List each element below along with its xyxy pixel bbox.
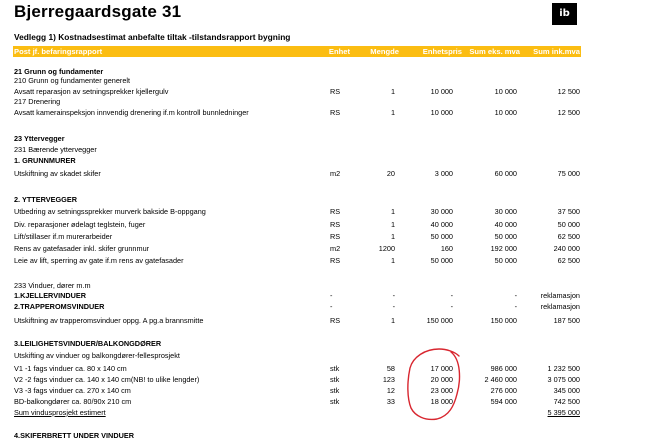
row-sum-inc-vat: reklamasjon xyxy=(540,291,580,300)
row-description: 4.SKIFERBRETT UNDER VINDUER xyxy=(14,431,135,440)
header-unit-price: Enhetspris xyxy=(422,47,462,56)
table-row xyxy=(13,316,581,325)
table-row xyxy=(13,386,581,395)
table-row xyxy=(13,207,581,216)
header-sum-inc-vat: Sum ink.mva xyxy=(533,47,580,56)
row-description: Utbedring av setningssprekker murverk bakside B-oppgang xyxy=(14,207,206,216)
row-description: 1.KJELLERVINDUER xyxy=(14,291,87,300)
page-title: Bjerregaardsgate 31 xyxy=(14,2,182,21)
handwritten-circle-annotation xyxy=(405,346,465,422)
row-unit-price: 18 000 xyxy=(430,397,453,406)
row-sum-inc-vat: 62 500 xyxy=(557,232,580,241)
row-unit: RS xyxy=(330,87,341,96)
subsection-heading xyxy=(13,97,581,106)
row-quantity: - xyxy=(392,302,395,311)
group-heading xyxy=(13,431,581,440)
table-row xyxy=(13,108,581,117)
row-unit-price: 150 000 xyxy=(426,316,453,325)
row-sum-ex-vat: - xyxy=(514,302,517,311)
row-sum-ex-vat: 10 000 xyxy=(494,108,517,117)
subsection-heading xyxy=(13,76,581,85)
row-quantity: 12 xyxy=(386,386,395,395)
row-sum-inc-vat: 187 500 xyxy=(553,316,580,325)
header-unit: Enhet xyxy=(328,47,350,56)
table-row xyxy=(13,397,581,406)
row-description: 23 Yttervegger xyxy=(14,134,65,143)
row-description: BD-balkongdører ca. 80/90x 210 cm xyxy=(14,397,132,406)
row-unit-price: - xyxy=(450,291,453,300)
circle-stroke xyxy=(408,349,460,419)
row-unit: stk xyxy=(330,364,340,373)
row-description: Rens av gatefasader inkl. skifer grunnmur xyxy=(14,244,150,253)
document-subtitle: Vedlegg 1) Kostnadsestimat anbefalte tiltak -tilstandsrapport bygning xyxy=(14,32,291,42)
group-heading xyxy=(13,156,581,165)
row-description: V2 -2 fags vinduer ca. 140 x 140 cm(NB! to ulike lengder) xyxy=(14,375,200,384)
row-unit-price: 10 000 xyxy=(430,108,453,117)
row-description: 210 Grunn og fundamenter generelt xyxy=(14,76,131,85)
header-quantity: Mengde xyxy=(370,47,399,56)
row-unit-price: 50 000 xyxy=(430,232,453,241)
row-sum-ex-vat: 50 000 xyxy=(494,256,517,265)
row-description: 217 Drenering xyxy=(14,97,61,106)
table-row xyxy=(13,244,581,253)
subsection-heading xyxy=(13,281,581,290)
row-unit-price: 20 000 xyxy=(430,375,453,384)
row-quantity: 1 xyxy=(390,316,395,325)
row-description: Leie av lift, sperring av gate if.m rens av gatefasader xyxy=(14,256,184,265)
row-unit-price: 160 xyxy=(440,244,453,253)
row-unit: - xyxy=(330,291,333,300)
row-unit-price: 3 000 xyxy=(434,169,453,178)
row-sum-inc-vat: 37 500 xyxy=(557,207,580,216)
table-row xyxy=(13,169,581,178)
row-sum-inc-vat: 62 500 xyxy=(557,256,580,265)
row-description: 2. YTTERVEGGER xyxy=(14,195,77,204)
row-unit: RS xyxy=(330,207,341,216)
subsection-heading xyxy=(13,145,581,154)
row-sum-ex-vat: 150 000 xyxy=(490,316,517,325)
row-description: Avsatt reparasjon av setningsprekker kjellergulv xyxy=(14,87,169,96)
row-sum-inc-vat: 12 500 xyxy=(557,108,580,117)
company-logo: ib xyxy=(552,3,577,25)
row-unit-price: 23 000 xyxy=(430,386,453,395)
row-description: 233 Vinduer, dører m.m xyxy=(14,281,91,290)
row-sum-ex-vat: 30 000 xyxy=(494,207,517,216)
row-description: 231 Bærende yttervegger xyxy=(14,145,97,154)
row-quantity: 1 xyxy=(390,207,395,216)
row-description: Utskiftning av skadet skifer xyxy=(14,169,101,178)
row-quantity: - xyxy=(392,291,395,300)
row-sum-ex-vat: 40 000 xyxy=(494,220,517,229)
table-row xyxy=(13,302,581,311)
row-unit: stk xyxy=(330,397,340,406)
row-quantity: 1 xyxy=(390,108,395,117)
table-row xyxy=(13,232,581,241)
row-quantity: 20 xyxy=(386,169,395,178)
row-unit-price: 40 000 xyxy=(430,220,453,229)
row-sum-inc-vat: 75 000 xyxy=(557,169,580,178)
table-row xyxy=(13,220,581,229)
row-sum-ex-vat: 10 000 xyxy=(494,87,517,96)
row-description: Sum vindusprosjekt estimert xyxy=(14,408,106,417)
row-quantity: 1 xyxy=(390,232,395,241)
row-description: V1 -1 fags vinduer ca. 80 x 140 cm xyxy=(14,364,127,373)
row-description: 3.LEILIGHETSVINDUER/BALKONGDØRER xyxy=(14,339,162,348)
group-heading xyxy=(13,195,581,204)
row-sum-inc-vat: 742 500 xyxy=(553,397,580,406)
row-description: 2.TRAPPEROMSVINDUER xyxy=(14,302,105,311)
row-sum-inc-vat: 5 395 000 xyxy=(547,408,580,417)
row-unit: stk xyxy=(330,375,340,384)
row-quantity: 33 xyxy=(386,397,395,406)
row-quantity: 1200 xyxy=(378,244,395,253)
row-unit: RS xyxy=(330,108,341,117)
row-sum-inc-vat: 12 500 xyxy=(557,87,580,96)
row-unit: RS xyxy=(330,220,341,229)
row-description: Div. reparasjoner ødelagt teglstein, fuger xyxy=(14,220,146,229)
row-sum-ex-vat: 276 000 xyxy=(490,386,517,395)
row-unit-price: 10 000 xyxy=(430,87,453,96)
row-quantity: 1 xyxy=(390,256,395,265)
row-sum-ex-vat: 2 460 000 xyxy=(484,375,517,384)
row-quantity: 1 xyxy=(390,87,395,96)
row-sum-ex-vat: 50 000 xyxy=(494,232,517,241)
row-sum-inc-vat: 240 000 xyxy=(553,244,580,253)
row-description: 1. GRUNNMURER xyxy=(14,156,76,165)
row-unit-price: 30 000 xyxy=(430,207,453,216)
row-sum-inc-vat: reklamasjon xyxy=(540,302,580,311)
row-description: Lift/stillaser if.m murerarbeider xyxy=(14,232,113,241)
header-sum-ex-vat: Sum eks. mva xyxy=(469,47,520,56)
row-sum-inc-vat: 50 000 xyxy=(557,220,580,229)
table-row xyxy=(13,87,581,96)
row-description: Utskiftning av trapperomsvinduer oppg. A pg.a brannsmitte xyxy=(14,316,204,325)
row-unit: stk xyxy=(330,386,340,395)
group-heading xyxy=(13,339,581,348)
table-header xyxy=(13,46,581,57)
row-sum-ex-vat: 192 000 xyxy=(490,244,517,253)
row-sum-inc-vat: 345 000 xyxy=(553,386,580,395)
row-sum-ex-vat: 986 000 xyxy=(490,364,517,373)
row-sum-inc-vat: 3 075 000 xyxy=(547,375,580,384)
row-unit-price: 50 000 xyxy=(430,256,453,265)
row-sum-ex-vat: 60 000 xyxy=(494,169,517,178)
row-sum-ex-vat: 594 000 xyxy=(490,397,517,406)
row-quantity: 1 xyxy=(390,220,395,229)
table-row xyxy=(13,375,581,384)
row-unit: RS xyxy=(330,256,341,265)
subtotal-row xyxy=(13,408,581,417)
row-description: 21 Grunn og fundamenter xyxy=(14,67,104,76)
section-heading xyxy=(13,134,581,143)
header-post: Post jf. befaringsrapport xyxy=(14,47,103,56)
table-row xyxy=(13,351,581,360)
row-unit-price: 17 000 xyxy=(430,364,453,373)
table-row xyxy=(13,364,581,373)
row-unit-price: - xyxy=(450,302,453,311)
row-description: Utskifting av vinduer og balkongdører-fellesprosjekt xyxy=(14,351,180,360)
row-unit: m2 xyxy=(330,169,341,178)
row-sum-ex-vat: - xyxy=(514,291,517,300)
row-unit: RS xyxy=(330,316,341,325)
row-description: Avsatt kamerainspeksjon innvendig drenering if.m kontroll bunnledninger xyxy=(14,108,249,117)
row-unit: m2 xyxy=(330,244,341,253)
row-description: V3 -3 fags vinduer ca. 270 x 140 cm xyxy=(14,386,131,395)
row-unit: RS xyxy=(330,232,341,241)
row-sum-inc-vat: 1 232 500 xyxy=(547,364,580,373)
row-quantity: 58 xyxy=(386,364,395,373)
table-row xyxy=(13,291,581,300)
table-row xyxy=(13,256,581,265)
row-quantity: 123 xyxy=(382,375,395,384)
row-unit: - xyxy=(330,302,333,311)
section-heading xyxy=(13,67,581,76)
